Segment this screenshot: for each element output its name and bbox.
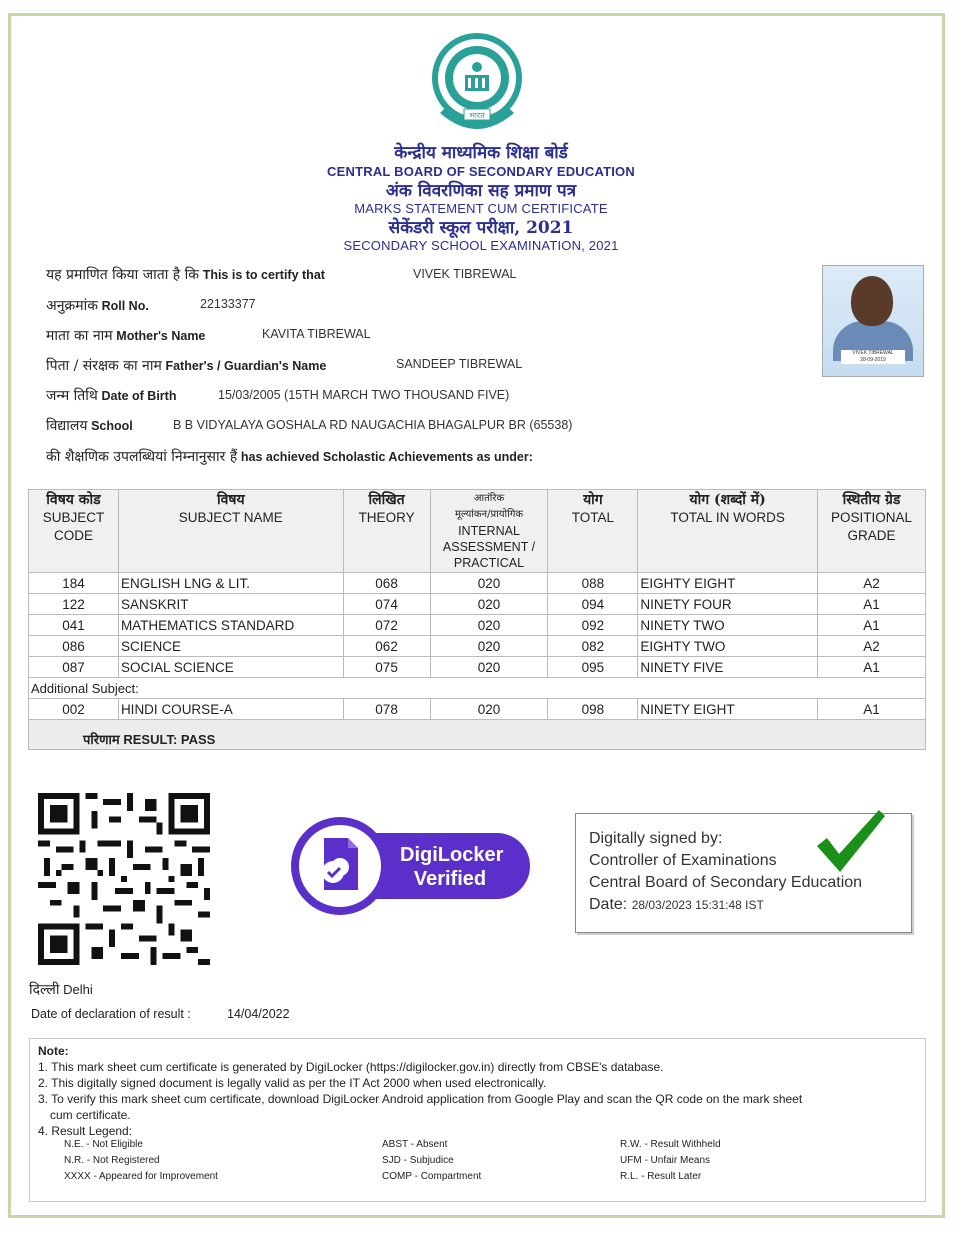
achievement-label: की शैक्षणिक उपलब्धियां निम्नानुसार हैं has achieved Scholastic Achievements as under: [46,449,533,465]
roll-number: 22133377 [200,297,256,311]
marks-table [28,489,926,750]
result-row: परिणाम RESULT: PASS [29,720,926,750]
legend-col3: R.W. - Result Withheld UFM - Unfair Means R.L. - Result Later [620,1139,721,1182]
table-row: 184 ENGLISH LNG & LIT. 068 020 088 EIGHTY EIGHT A2 [29,573,926,594]
legend-col2: ABST - Absent SJD - Subjudice COMP - Compartment [382,1139,482,1182]
table-row: 086 SCIENCE 062 020 082 EIGHTY TWO A2 [29,636,926,657]
exam-title-english: SECONDARY SCHOOL EXAMINATION, 2021 [343,238,619,253]
cbse-logo-icon [430,33,524,137]
mother-label: माता का नाम Mother's Name [46,328,206,344]
school-label: विद्यालय School [46,418,133,434]
father-name: SANDEEP TIBREWAL [396,357,523,371]
doc-title-hindi: अंक विवरणिका सह प्रमाण पत्र [385,181,577,201]
table-row: 122 SANSKRIT 074 020 094 NINETY FOUR A1 [29,594,926,615]
badge-line2: Verified [413,868,487,890]
declaration-label: Date of declaration of result : [31,1007,191,1021]
badge-line1: DigiLocker [400,844,504,866]
declaration-date: 14/04/2022 [227,1007,290,1021]
additional-subject-label-row: Additional Subject: [29,678,926,699]
father-label: पिता / संरक्षक का नाम Father's / Guardian's Name [46,358,327,374]
table-row: 087 SOCIAL SCIENCE 075 020 095 NINETY FIVE A1 [29,657,926,678]
board-name-hindi: केन्द्रीय माध्यमिक शिक्षा बोर्ड [394,143,568,163]
table-row: 041 MATHEMATICS STANDARD 072 020 092 NINETY TWO A1 [29,615,926,636]
place: दिल्ली Delhi [29,982,93,998]
student-name: VIVEK TIBREWAL [413,267,517,281]
table-header-row: विषय कोड SUBJECT CODE विषय SUBJECT NAME लिखित THEORY आतंरिक मूल्यांकन/प्रायोगिक INTERNAL ASSESSMENT / PRACTICAL योग TOTAL योग (शब्दों में) TOTAL IN WORDS स्थितीय ग्रेड POSITIONAL GRADE [29,490,926,573]
exam-title-hindi: सेकेंडरी स्कूल परीक्षा, 2021 [388,218,574,238]
result-status: RESULT: PASS [123,732,216,747]
digilocker-verified-badge [290,816,532,916]
board-name-english: CENTRAL BOARD OF SECONDARY EDUCATION [327,164,635,179]
roll-label: अनुक्रमांक Roll No. [46,298,149,314]
mother-name: KAVITA TIBREWAL [262,327,371,341]
svg-text:भारत: भारत [469,111,485,120]
digital-signature-box[interactable]: Digitally signed by: Controller of Examinations Central Board of Secondary Education Date: 28/03/2023 15:31:48 IST [575,813,912,933]
certify-label: यह प्रमाणित किया जाता है कि This is to certify that [46,267,325,283]
dob-label: जन्म तिथि Date of Birth [46,388,177,404]
legend-col1: N.E. - Not Eligible N.R. - Not Registered XXXX - Appeared for Improvement [64,1139,218,1182]
doc-title-english: MARKS STATEMENT CUM CERTIFICATE [354,201,608,216]
table-row: 002 HINDI COURSE-A 078 020 098 NINETY EIGHT A1 [29,699,926,720]
qr-code-icon[interactable] [38,793,210,965]
notes-box: Note: 1. This mark sheet cum certificate is generated by DigiLocker (https://digilocker.gov.in) directly from CBSE's database. 2. This digitally signed document is legally valid as per the IT Act 2000 when used electronically. 3. To verify this mark sheet cum certificate, download DigiLocker Android application from Google Play and scan the QR code on the mark sheet cum certificate. 4. Result Legend: [29,1038,926,1202]
date-of-birth: 15/03/2005 (15TH MARCH TWO THOUSAND FIVE) [218,388,510,402]
school-name: B B VIDYALAYA GOSHALA RD NAUGACHIA BHAGALPUR BR (65538) [173,418,573,432]
checkmark-icon [813,806,888,878]
student-photo: VIVEK TIBREWAL 28-09-2019 [822,265,924,377]
